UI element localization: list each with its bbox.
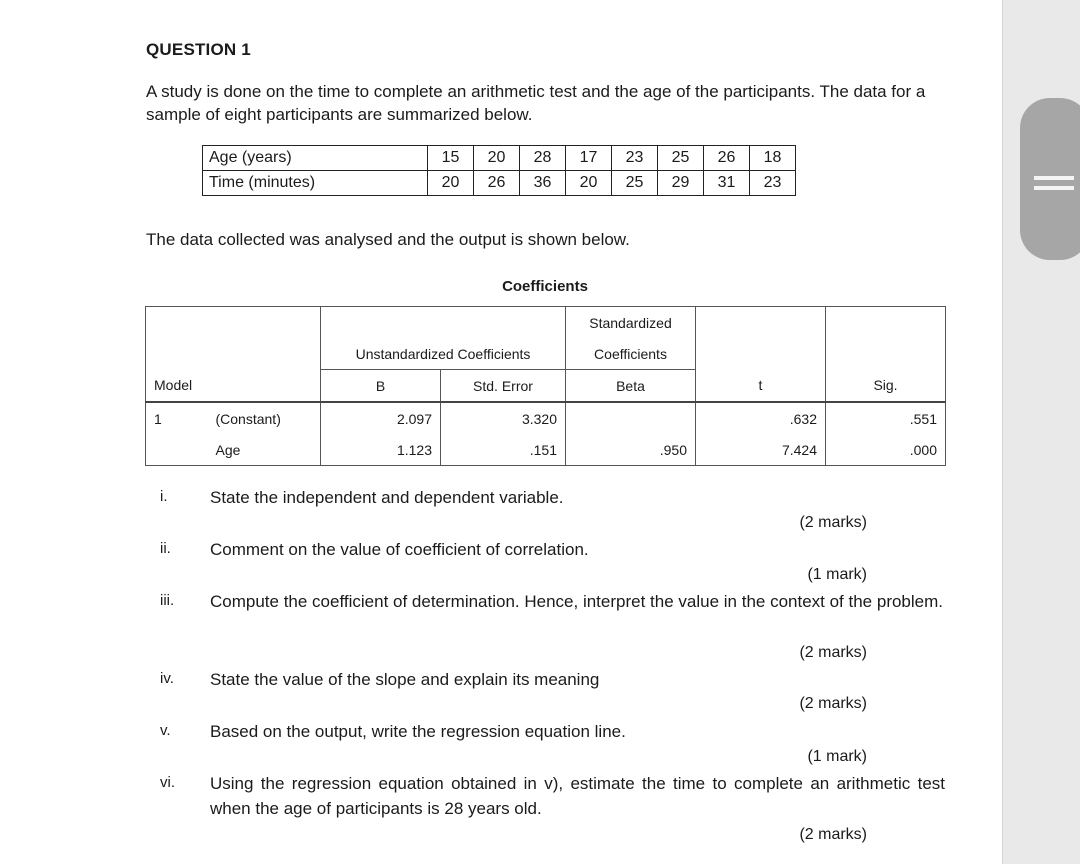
- subquestion-marks: (1 mark): [807, 748, 867, 765]
- table-cell: 25: [612, 171, 658, 196]
- table-row: [146, 434, 946, 466]
- row-name: Age: [206, 434, 321, 466]
- table-cell: 36: [520, 171, 566, 196]
- subquestion-text: Using the regression equation obtained in v), estimate the time to complete an arithmetic test when the age of participants is 28 years old.: [210, 774, 945, 818]
- table-cell: 26: [704, 146, 750, 171]
- table-row: [146, 307, 946, 339]
- table-row: [203, 146, 796, 171]
- subquestion-marks: (2 marks): [799, 695, 867, 712]
- cell-se: 3.320: [441, 402, 566, 434]
- table-cell: 31: [704, 171, 750, 196]
- row-label: Age (years): [203, 146, 428, 171]
- cell-b: 2.097: [321, 402, 441, 434]
- col-t: t: [696, 370, 826, 403]
- col-sig: Sig.: [826, 370, 946, 403]
- table-cell: 20: [566, 171, 612, 196]
- cell-sig: .551: [826, 402, 946, 434]
- subquestion-text: State the independent and dependent variable.: [210, 488, 564, 507]
- col-b: B: [321, 370, 441, 403]
- table-cell: 23: [750, 171, 796, 196]
- grip-line-icon: [1034, 176, 1074, 180]
- subquestion-marks: (1 mark): [807, 566, 867, 583]
- table-cell: 17: [566, 146, 612, 171]
- table-cell: 29: [658, 171, 704, 196]
- subquestion-number: iii.: [160, 592, 175, 609]
- question-intro: A study is done on the time to complete an arithmetic test and the age of the participants. The data for a sample of eight participants are summarized below.: [146, 82, 926, 124]
- table-cell: 20: [428, 171, 474, 196]
- table-row: [146, 402, 946, 434]
- header-coefficients: Coefficients: [566, 338, 696, 370]
- analysis-text: The data collected was analysed and the output is shown below.: [146, 230, 630, 249]
- subquestion-text: State the value of the slope and explain its meaning: [210, 670, 600, 689]
- scroll-handle[interactable]: [1020, 98, 1080, 260]
- cell-se: .151: [441, 434, 566, 466]
- table-cell: 20: [474, 146, 520, 171]
- subquestion-number: iv.: [160, 670, 174, 687]
- subquestion-text: Compute the coefficient of determination. Hence, interpret the value in the context of the problem.: [210, 592, 944, 611]
- subquestion-marks: (2 marks): [799, 514, 867, 531]
- subquestion-marks: (2 marks): [799, 826, 867, 843]
- question-heading: QUESTION 1: [146, 40, 251, 59]
- cell-beta: .950: [566, 434, 696, 466]
- cell-sig: .000: [826, 434, 946, 466]
- subquestion-number: vi.: [160, 774, 175, 791]
- age-time-table: [202, 145, 796, 196]
- subquestion-text: Based on the output, write the regression equation line.: [210, 722, 626, 741]
- subquestion-marks: (2 marks): [799, 644, 867, 661]
- coefficients-title: Coefficients: [502, 278, 588, 295]
- subquestion-number: v.: [160, 722, 171, 739]
- header-unstandardized: Unstandardized Coefficients: [321, 338, 566, 370]
- table-cell: 15: [428, 146, 474, 171]
- table-row: [146, 338, 946, 370]
- col-beta: Beta: [566, 370, 696, 403]
- subquestion-number: i.: [160, 488, 168, 505]
- table-cell: 18: [750, 146, 796, 171]
- subquestion-text: Comment on the value of coefficient of correlation.: [210, 540, 589, 559]
- cell-t: .632: [696, 402, 826, 434]
- table-cell: 28: [520, 146, 566, 171]
- cell-beta: [566, 402, 696, 434]
- cell-t: 7.424: [696, 434, 826, 466]
- coefficients-table: [145, 306, 946, 466]
- row-label: Time (minutes): [203, 171, 428, 196]
- cell-b: 1.123: [321, 434, 441, 466]
- subquestion-number: ii.: [160, 540, 171, 557]
- table-cell: 26: [474, 171, 520, 196]
- col-std-error: Std. Error: [441, 370, 566, 403]
- table-row: [146, 370, 946, 403]
- table-cell: 25: [658, 146, 704, 171]
- table-row: [203, 171, 796, 196]
- table-cell: 23: [612, 146, 658, 171]
- row-name: (Constant): [206, 402, 321, 434]
- col-model: Model: [146, 370, 321, 403]
- header-standardized: Standardized: [566, 307, 696, 339]
- model-number: 1: [146, 402, 206, 434]
- grip-line-icon: [1034, 186, 1074, 190]
